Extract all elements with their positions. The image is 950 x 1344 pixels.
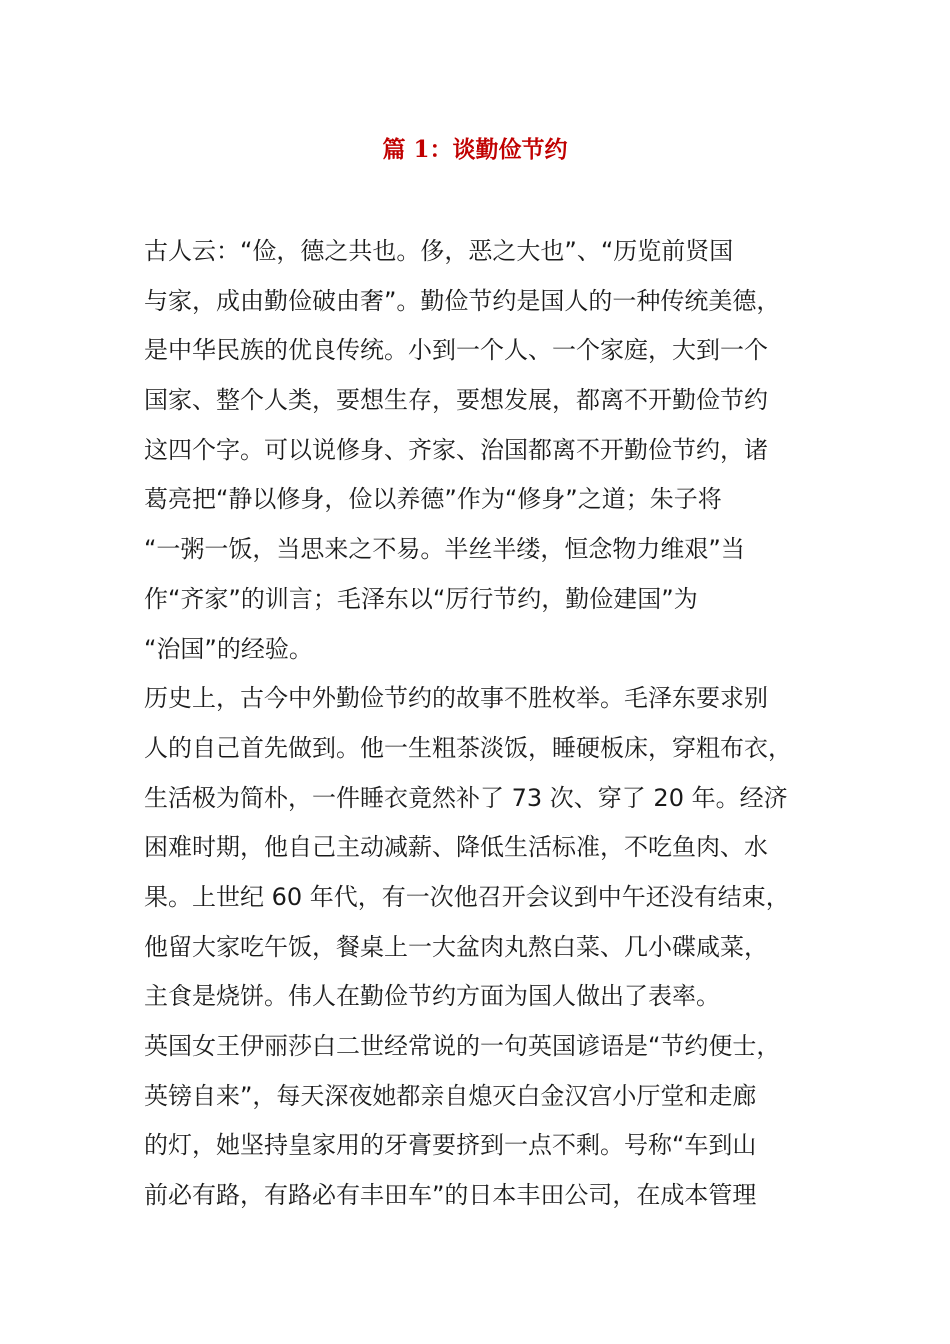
text-line: 的灯，她坚持皇家用的牙膏要挤到一点不剩。号称“车到山 (144, 1131, 757, 1160)
text-line: 英国女王伊丽莎白二世经常说的一句英国谚语是“节约便士， (144, 1032, 781, 1060)
text-line: 作“齐家”的训言；毛泽东以“厉行节约，勤俭建国”为 (144, 584, 698, 613)
text-line: 主食是烧饼。伟人在勤俭节约方面为国人做出了表率。 (144, 982, 720, 1011)
text-line: “治国”的经验。 (144, 634, 313, 663)
text-line: 历史上，古今中外勤俭节约的故事不胜枚举。毛泽东要求别 (144, 684, 768, 713)
document-body (144, 227, 824, 1221)
text-line: 困难时期，他自己主动减薪、降低生活标准，不吃鱼肉、水 (144, 833, 768, 862)
text-line: 是中华民族的优良传统。小到一个人、一个家庭，大到一个 (144, 336, 768, 365)
text-line: “一粥一饭，当思来之不易。半丝半缕，恒念物力维艰”当 (144, 535, 745, 564)
text-line: 人的自己首先做到。他一生粗茶淡饭，睡硬板床，穿粗布衣， (144, 733, 792, 762)
text-line: 前必有路，有路必有丰田车”的日本丰田公司，在成本管理 (144, 1181, 757, 1210)
text-line: 果。上世纪 60 年代，有一次他召开会议到中午还没有结束， (144, 882, 790, 911)
text-line: 葛亮把“静以修身，俭以养德”作为“修身”之道；朱子将 (144, 485, 722, 514)
text-line: 生活极为简朴，一件睡衣竟然补了 73 次、穿了 20 年。经济 (144, 783, 788, 812)
text-line: 古人云：“俭，德之共也。侈，恶之大也”、“历览前贤国 (144, 237, 734, 265)
text-line: 与家，成由勤俭破由奢”。勤俭节约是国人的一种传统美德， (144, 286, 781, 315)
document-title: 篇 1：谈勤俭节约 (382, 136, 568, 163)
text-line: 英镑自来”，每天深夜她都亲自熄灭白金汉宫小厅堂和走廊 (144, 1081, 757, 1110)
text-line: 这四个字。可以说修身、齐家、治国都离不开勤俭节约，诸 (144, 435, 768, 464)
text-line: 他留大家吃午饭，餐桌上一大盆肉丸熬白菜、几小碟咸菜， (144, 932, 768, 961)
text-line: 国家、整个人类，要想生存，要想发展，都离不开勤俭节约 (144, 386, 768, 415)
